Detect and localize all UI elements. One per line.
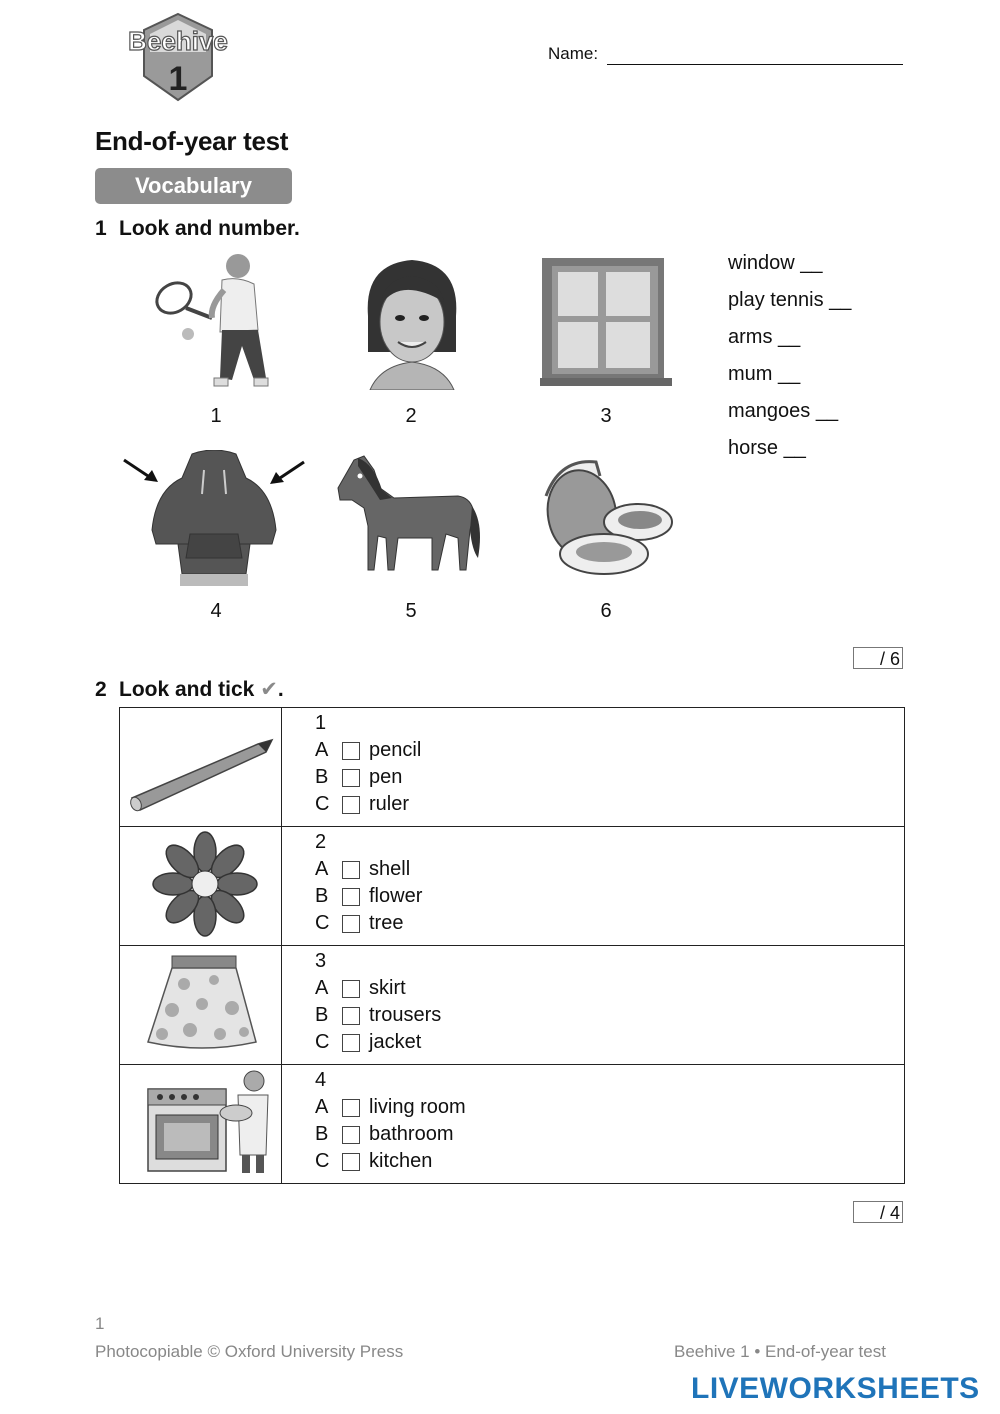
tick-checkbox[interactable] bbox=[342, 1034, 360, 1052]
option-row bbox=[315, 975, 904, 1002]
word-item[interactable]: mangoes __ bbox=[728, 400, 839, 422]
image-cell bbox=[120, 1065, 282, 1184]
option-letter: C bbox=[315, 912, 330, 934]
table-row bbox=[120, 708, 905, 827]
question-number: 2 bbox=[315, 831, 327, 853]
table-row bbox=[120, 946, 905, 1065]
name-label: Name: bbox=[548, 44, 599, 63]
option-letter: B bbox=[315, 885, 329, 907]
page-number: 1 bbox=[95, 1314, 105, 1333]
tick-checkbox[interactable] bbox=[342, 1126, 360, 1144]
table-row bbox=[120, 827, 905, 946]
name-field[interactable] bbox=[607, 64, 903, 65]
option-text: tree bbox=[369, 912, 404, 934]
option-letter: A bbox=[315, 739, 329, 761]
exercise-2-heading bbox=[95, 677, 284, 702]
tick-checkbox[interactable] bbox=[342, 888, 360, 906]
exercise-number: 2 bbox=[95, 678, 107, 701]
option-row bbox=[315, 791, 904, 818]
word-list bbox=[728, 250, 851, 472]
option-letter: C bbox=[315, 1150, 330, 1172]
option-letter: B bbox=[315, 1004, 329, 1026]
tick-checkbox[interactable] bbox=[342, 1099, 360, 1117]
option-letter: B bbox=[315, 1123, 329, 1145]
option-letter: A bbox=[315, 858, 329, 880]
hoodie-arms-icon bbox=[122, 450, 306, 586]
exercise-instruction: Look and number. bbox=[119, 217, 300, 240]
tick-checkbox[interactable] bbox=[342, 769, 360, 787]
pencil-icon bbox=[126, 736, 276, 816]
kitchen-icon bbox=[146, 1069, 270, 1179]
options-cell bbox=[282, 946, 905, 1065]
picture-number: 4 bbox=[210, 600, 222, 622]
tick-checkbox[interactable] bbox=[342, 1007, 360, 1025]
option-text: living room bbox=[369, 1096, 466, 1118]
word-item[interactable]: arms __ bbox=[728, 326, 801, 348]
girl-playing-tennis-icon bbox=[150, 250, 280, 392]
picture-number: 5 bbox=[405, 600, 417, 622]
option-row bbox=[315, 910, 904, 937]
exercise-instruction: Look and tick bbox=[119, 678, 255, 701]
tick-checkbox[interactable] bbox=[342, 915, 360, 933]
tick-checkbox[interactable] bbox=[342, 1153, 360, 1171]
tick-checkbox[interactable] bbox=[342, 980, 360, 998]
word-item[interactable]: mum __ bbox=[728, 363, 801, 385]
liveworksheets-watermark: LIVEWORKSHEETS bbox=[691, 1372, 980, 1405]
option-letter: A bbox=[315, 977, 329, 999]
option-text: trousers bbox=[369, 1004, 442, 1026]
options-cell bbox=[282, 1065, 905, 1184]
question-number: 3 bbox=[315, 950, 327, 972]
tick-checkbox[interactable] bbox=[342, 742, 360, 760]
word-item[interactable]: window __ bbox=[728, 252, 823, 274]
heading-period: . bbox=[277, 678, 284, 701]
flower-icon bbox=[152, 831, 258, 937]
footer-book-title: Beehive 1 • End-of-year test bbox=[674, 1342, 886, 1361]
tick-checkbox[interactable] bbox=[342, 861, 360, 879]
option-row bbox=[315, 1121, 904, 1148]
beehive-logo bbox=[108, 12, 248, 104]
page-title: End-of-year test bbox=[95, 126, 289, 156]
word-item[interactable]: play tennis __ bbox=[728, 289, 852, 311]
option-row bbox=[315, 764, 904, 791]
option-letter: C bbox=[315, 1031, 330, 1053]
option-row bbox=[315, 1029, 904, 1056]
woman-face-icon bbox=[360, 256, 464, 390]
option-row bbox=[315, 1002, 904, 1029]
option-text: pen bbox=[369, 766, 403, 788]
option-row bbox=[315, 737, 904, 764]
option-text: ruler bbox=[369, 793, 410, 815]
picture-number: 6 bbox=[600, 600, 612, 622]
exercise-1-heading bbox=[95, 217, 300, 241]
word-item[interactable]: horse __ bbox=[728, 437, 806, 459]
exercise-1-score-box: / 6 bbox=[853, 647, 903, 669]
image-cell bbox=[120, 827, 282, 946]
horse-icon bbox=[334, 454, 486, 578]
option-letter: A bbox=[315, 1096, 329, 1118]
mangoes-icon bbox=[540, 456, 674, 580]
table-row bbox=[120, 1065, 905, 1184]
option-row bbox=[315, 1148, 904, 1175]
option-text: kitchen bbox=[369, 1150, 433, 1172]
skirt-icon bbox=[144, 954, 260, 1054]
tick-icon: ✔ bbox=[260, 678, 278, 701]
option-text: skirt bbox=[369, 977, 406, 999]
svg-text:Beehive: Beehive bbox=[128, 26, 228, 56]
question-number: 4 bbox=[315, 1069, 327, 1091]
option-text: shell bbox=[369, 858, 411, 880]
option-text: bathroom bbox=[369, 1123, 454, 1145]
section-tab: Vocabulary bbox=[95, 168, 292, 204]
tick-checkbox[interactable] bbox=[342, 796, 360, 814]
image-cell bbox=[120, 946, 282, 1065]
copyright-text: Photocopiable © Oxford University Press bbox=[95, 1342, 404, 1361]
picture-number: 1 bbox=[210, 405, 222, 427]
exercise-2-score-box: / 4 bbox=[853, 1201, 903, 1223]
option-letter: C bbox=[315, 793, 330, 815]
picture-number: 2 bbox=[405, 405, 417, 427]
option-text: pencil bbox=[369, 739, 422, 761]
option-text: jacket bbox=[369, 1031, 422, 1053]
image-cell bbox=[120, 708, 282, 827]
option-row bbox=[315, 856, 904, 883]
option-row bbox=[315, 883, 904, 910]
exercise-number: 1 bbox=[95, 217, 107, 240]
options-cell bbox=[282, 708, 905, 827]
option-text: flower bbox=[369, 885, 423, 907]
picture-number: 3 bbox=[600, 405, 612, 427]
tick-table bbox=[119, 707, 905, 1184]
window-icon bbox=[540, 256, 672, 388]
question-number: 1 bbox=[315, 712, 327, 734]
option-letter: B bbox=[315, 766, 329, 788]
option-row bbox=[315, 1094, 904, 1121]
svg-text:1: 1 bbox=[168, 60, 188, 98]
options-cell bbox=[282, 827, 905, 946]
